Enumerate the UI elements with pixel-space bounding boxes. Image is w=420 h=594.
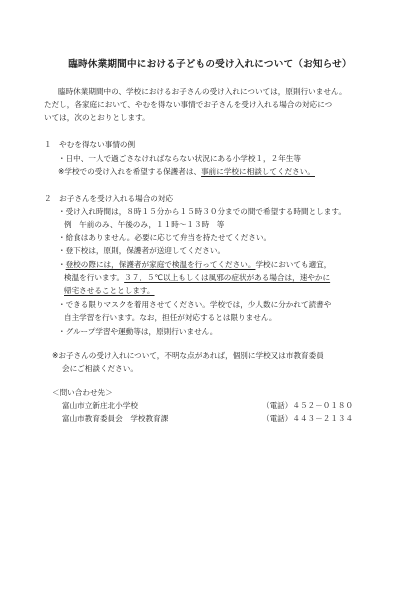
intro-line-1: 臨時休業期間中の、学校におけるお子さんの受け入れについては，原則行いません。 [58,87,347,96]
closing-note-line-1: ※お子さんの受け入れについて，不明な点があれば，個別に学校又は市教育委員 [52,351,324,360]
hours-line-2: 例 午前のみ、午後のみ，１１時～１３時 等 [64,220,225,229]
page-title: 臨時休業期間中における子どもの受け入れについて（お知らせ） [68,59,352,70]
intro-line-2: ただし，各家庭において、やむを得ない事情でお子さんを受け入れる場合の対応につ [44,100,333,109]
temperature-line-1 [58,259,331,270]
contact-heading: ＜問い合わせ先＞ [52,388,113,397]
temperature-underlined-1: 登校の際には，保護者が家庭で検温を行ってください。 [65,260,256,269]
commute-line: ・登下校は，原則，保護者が送迎してください。 [58,246,226,255]
note-prefix: ※学校での受け入れを希望する保護者は、 [58,167,202,176]
temperature-line-3: 帰宅させることとします。 [64,286,155,295]
contact-board-phone: （電話）４４３－２１３４ [262,414,354,423]
temperature-plain-2: 検温を行います。 [64,273,125,282]
contact-school-name: 富山市立新庄北小学校 [62,401,138,410]
section-1-item: ・日中、一人で過ごさなければならない状況にある小学校１，２年生等 [58,154,301,163]
group-line: ・グループ学習や運動等は，原則行いません。 [58,327,218,336]
closing-note-line-2: 会にご相談ください。 [62,364,138,373]
section-1-heading: １ やむを得ない事情の例 [44,140,136,149]
note-underlined: 事前に学校に相談してください。 [201,167,315,176]
bullet: ・ [58,260,66,269]
section-1-note [58,166,315,177]
temperature-underlined-2: ３７．５℃以上もしくは風邪の症状がある場合は，速やかに [124,273,331,282]
section-2-heading: ２ お子さんを受け入れる場合の対応 [44,194,174,203]
contact-school-phone: （電話）４５２－０１８０ [262,401,354,410]
lunch-line: ・給食はありません。必要に応じて弁当を持たせてください。 [58,233,272,242]
contact-board-name: 富山市教育委員会 学校教育課 [62,414,169,423]
hours-line-1: ・受け入れ時間は，８時１５分から１５時３０分までの間で希望する時間とします。 [58,207,346,216]
temperature-line-2 [64,272,330,283]
temperature-rest-1: 学校においても適宜， [255,260,332,269]
mask-line-1: ・できる限りマスクを着用させてください。学校では，少人数に分かれて読書や [58,300,332,309]
intro-line-3: いては，次のとおりとします。 [44,113,150,122]
mask-line-2: 自主学習を行います。なお，担任が対応するとは限りません。 [64,313,277,322]
